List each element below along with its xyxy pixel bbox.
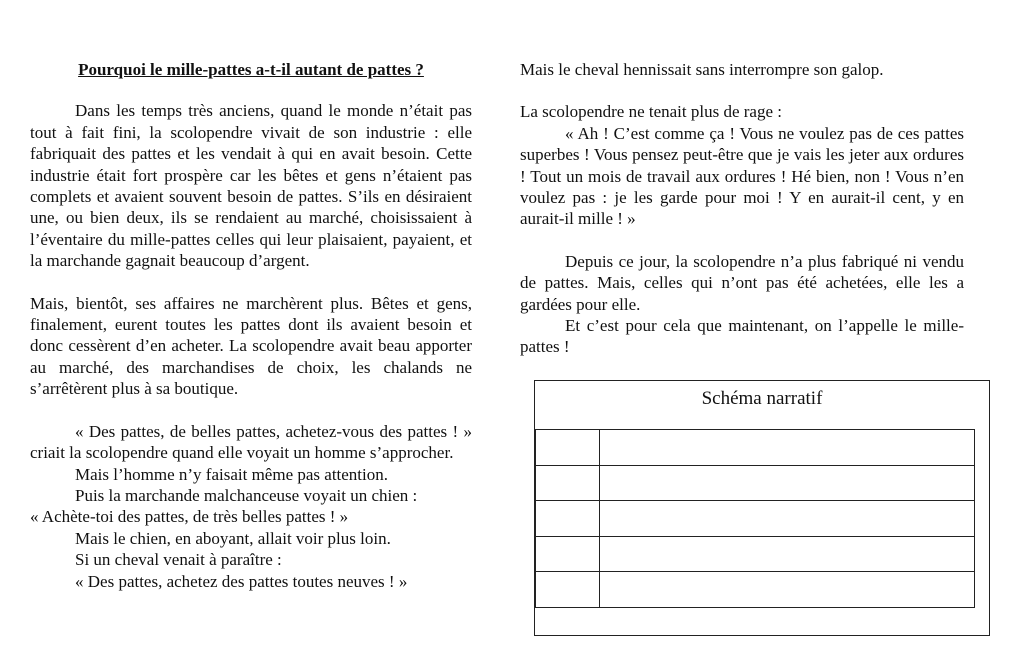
schema-answer-cell[interactable] (600, 536, 975, 572)
schema-label-cell[interactable] (536, 572, 600, 608)
schema-row (536, 536, 975, 572)
paragraph: Puis la marchande malchanceuse voyait un chien : (75, 485, 418, 505)
schema-answer-cell[interactable] (600, 465, 975, 501)
paragraph: Mais le cheval hennissait sans interrompre son galop. (520, 60, 884, 79)
schema-table (535, 429, 975, 608)
paragraph: « Ah ! C’est comme ça ! Vous ne voulez pas de ces pattes superbes ! Vous pensez peut-être que je vais les jeter aux ordures ! Tout un mois de travail aux ordures ! Hé bien, non ! Vous n’en voulez pas : je les garde pour moi ! Y en aurait-il cent, y en aurait-il mille ! » (520, 123, 964, 229)
paragraph: Mais le chien, en aboyant, allait voir plus loin. (75, 528, 391, 548)
right-column (520, 59, 964, 358)
paragraph: « Des pattes, achetez des pattes toutes neuves ! » (75, 571, 408, 591)
paragraph: Depuis ce jour, la scolopendre n’a plus fabriqué ni vendu de pattes. Mais, celles qui n’ont pas été achetées, elle les a gardées pour elle. (520, 251, 964, 314)
schema-row (536, 572, 975, 608)
schema-answer-cell[interactable] (600, 501, 975, 537)
paragraph: Si un cheval venait à paraître : (75, 550, 282, 570)
schema-row (536, 430, 975, 466)
schema-label-cell[interactable] (536, 536, 600, 572)
paragraph: La scolopendre ne tenait plus de rage : (520, 102, 782, 122)
paragraph: Mais l’homme n’y faisait même pas attention. (75, 464, 389, 484)
story-title: Pourquoi le mille-pattes a-t-il autant de pattes ? (78, 60, 424, 79)
paragraph: Et c’est pour cela que maintenant, on l’appelle le mille-pattes ! (520, 316, 964, 357)
paragraph: Mais, bientôt, ses affaires ne marchèrent plus. Bêtes et gens, finalement, eurent toutes les pattes dont ils avaient besoin et donc cessèrent d’en acheter. La scolopendre avait beau apporter au marché, des marchandises de choix, les chalands ne s’arrêtèrent plus à sa boutique. (30, 293, 472, 399)
schema-answer-cell[interactable] (600, 572, 975, 608)
schema-label-cell[interactable] (536, 430, 600, 466)
paragraph: « Achète-toi des pattes, de très belles pattes ! » (30, 507, 349, 527)
schema-label-cell[interactable] (536, 501, 600, 537)
paragraph-gap (520, 230, 964, 251)
paragraph-gap (30, 272, 472, 293)
paragraph-gap (520, 80, 964, 101)
schema-label-cell[interactable] (536, 465, 600, 501)
left-column (30, 59, 472, 592)
schema-row (536, 501, 975, 537)
schema-row (536, 465, 975, 501)
paragraph: « Des pattes, de belles pattes, achetez-vous des pattes ! » criait la scolopendre quand elle voyait un homme s’approcher. (30, 421, 472, 463)
paragraph: Dans les temps très anciens, quand le monde n’était pas tout à fait fini, la scolopendre vivait de son industrie : elle fabriquait des pattes et les vendait à qui en avait besoin. Cette industrie était fort prospère car les bêtes et gens n’étaient pas complets et avaient souvent besoin de pattes. S’ils en désiraient une, ou bien deux, ils se rendaient au marché, choisissaient à l’éventaire du mille-pattes celles qui leur plaisaient, payaient, et la marchande gagnait beaucoup d’argent. (30, 101, 472, 271)
narrative-schema-box (534, 380, 990, 636)
schema-title: Schéma narratif (701, 388, 823, 409)
paragraph-gap (30, 400, 472, 421)
schema-answer-cell[interactable] (600, 430, 975, 466)
